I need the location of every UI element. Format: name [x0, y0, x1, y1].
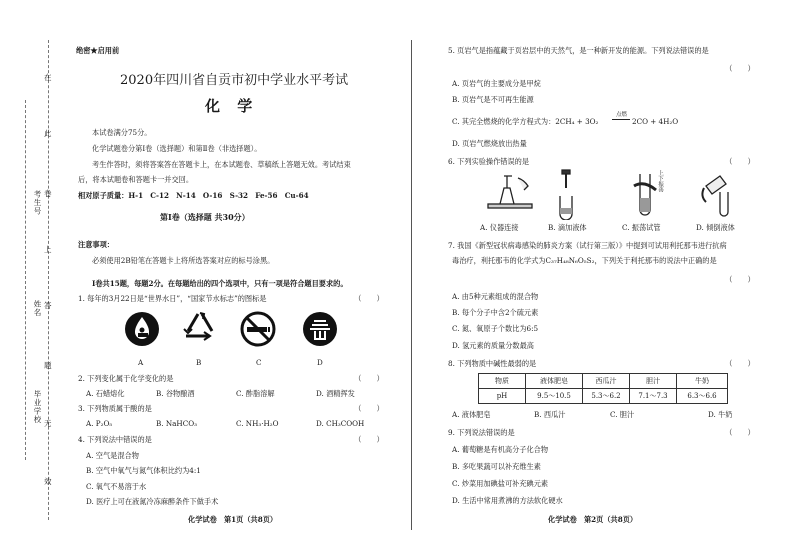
q3-option: A. P₂O₅: [86, 419, 113, 428]
cut-line-inner: [48, 40, 49, 520]
table-cell: 9.5～10.5: [526, 389, 583, 404]
table-row: [479, 389, 728, 404]
q4-stem: 4. 下列说法中错误的是: [78, 435, 152, 444]
table-cell: 物质: [479, 374, 526, 389]
q2-stem: 2. 下列变化属于化学变化的是: [78, 374, 174, 383]
q6-option: B. 滴加液体: [548, 223, 587, 232]
q3-option: D. CH₃COOH: [316, 419, 365, 428]
page-divider: [411, 40, 412, 530]
table-cell: 牛奶: [677, 374, 728, 389]
table-row: [479, 374, 728, 389]
table-cell: 胆汁: [630, 374, 677, 389]
reaction-condition: 点燃: [616, 112, 628, 118]
table-cell: 液体肥皂: [526, 374, 583, 389]
cut-line-outer: [25, 100, 26, 460]
graduate-school-label: 毕业学校: [33, 390, 42, 424]
cut-char: 题: [44, 361, 52, 370]
q5-stem: 5. 页岩气是指蕴藏于页岩层中的天然气，是一种新开发的能源。下列说法错误的是: [448, 46, 709, 55]
q9-option: D. 生活中常用煮沸的方法软化硬水: [452, 496, 563, 505]
table-cell: 7.1～7.3: [630, 389, 677, 404]
q4-option: C. 氧气不易溶于水: [86, 482, 147, 491]
instrument-connection-icon: [482, 170, 538, 222]
water-drop-hand-icon: [124, 311, 160, 351]
notice-text: 必须使用2B铅笔在答题卡上将所选答案对应的标号涂黑。: [92, 256, 275, 265]
dropper-icon: [546, 168, 586, 224]
q4-option: A. 空气是混合物: [86, 451, 139, 460]
q3-option: B. NaHCO₃: [156, 419, 197, 428]
answer-paren: （ ）: [354, 404, 384, 413]
q8-stem: 8. 下列物质中碱性最弱的是: [448, 359, 537, 368]
q7-option: A. 由5种元素组成的混合物: [452, 292, 539, 301]
answer-paren: （ ）: [725, 157, 755, 166]
q9-option: A. 葡萄糖是有机高分子化合物: [452, 445, 549, 454]
answer-paren: （ ）: [725, 275, 755, 284]
q6-option: D. 倾倒液体: [696, 223, 735, 232]
name-label: 姓名: [33, 300, 42, 317]
cut-char: 上: [44, 245, 52, 254]
q7-stem: 7. 我国《新型冠状病毒感染的肺炎方案（试行第三版）》中提到可试用利托那韦进行抗病: [448, 241, 727, 250]
answer-paren: （ ）: [354, 374, 384, 383]
q6-stem: 6. 下列实验操作错误的是: [448, 157, 530, 166]
answer-paren: （ ）: [354, 294, 384, 303]
table-cell: 5.3～6.2: [583, 389, 630, 404]
q9-option: C. 炒菜用加碘盐可补充碘元素: [452, 479, 549, 488]
q2-option: D. 酒精挥发: [316, 389, 355, 398]
q5-option: C. 其完全燃烧的化学方程式为：2CH₄ + 3O₂: [452, 117, 599, 126]
q8-option: C. 胆汁: [610, 410, 635, 419]
q8-option: B. 西瓜汁: [534, 410, 566, 419]
answer-paren: （ ）: [725, 64, 755, 73]
answer-paren: （ ）: [354, 435, 384, 444]
cut-char: 卷: [44, 189, 52, 198]
q5-option: B. 页岩气是不可再生能源: [452, 95, 534, 104]
reaction-product: 2CO + 4H₂O: [632, 117, 679, 126]
subject-title: 化 学: [205, 97, 259, 115]
part1-title: 第Ⅰ卷（选择题 共30分）: [160, 212, 250, 222]
q6-option: C. 振荡试管: [622, 223, 661, 232]
q3-stem: 3. 下列物质属于酸的是: [78, 404, 152, 413]
pour-liquid-icon: [696, 168, 740, 224]
q4-option: B. 空气中氧气与氮气体积比约为4:1: [86, 466, 201, 475]
recycling-icon: [178, 309, 218, 353]
q5-option: D. 页岩气燃烧放出热量: [452, 139, 527, 148]
q1-label-d: D: [317, 358, 323, 367]
table-cell: 西瓜汁: [583, 374, 630, 389]
q9-option: B. 多吃果蔬可以补充维生素: [452, 462, 541, 471]
ph-table: [478, 373, 728, 404]
secret-mark: 绝密★启用前: [76, 46, 120, 55]
reaction-arrow: [612, 119, 630, 120]
cut-char: 答: [44, 301, 52, 310]
cut-char: 无: [44, 419, 52, 428]
intro-line: 本试卷满分75分。: [92, 128, 152, 137]
q5-option: A. 页岩气的主要成分是甲烷: [452, 79, 541, 88]
cut-char: 此: [44, 129, 52, 138]
part1-desc: Ⅰ卷共15题，每题2分。在每题给出的四个选项中，只有一项是符合题目要求的。: [92, 279, 348, 288]
q7-stem: 毒治疗，利托那韦的化学式为C₃₇H₄₈N₆O₅S₂，下列关于利托那韦的说法中正确的是: [452, 256, 717, 265]
answer-paren: （ ）: [725, 359, 755, 368]
examinee-number-label: 考生号: [33, 190, 42, 216]
intro-line: 后，将本试题卷和答题卡一并交回。: [78, 175, 194, 184]
q9-stem: 9. 下列说法错误的是: [448, 428, 515, 437]
q6-option: A. 仪器连接: [480, 223, 519, 232]
q7-option: D. 氢元素的质量分数最高: [452, 341, 534, 350]
cut-char: 效: [44, 477, 52, 486]
no-smoking-icon: [240, 311, 276, 351]
table-cell: 6.3～6.6: [677, 389, 728, 404]
q7-option: B. 每个分子中含2个硫元素: [452, 308, 539, 317]
q2-option: C. 酢脂溶解: [236, 389, 275, 398]
table-cell: pH: [479, 389, 526, 404]
q1-stem: 1. 每年的3月22日是“世界水日”，“国家节水标志”的图标是: [78, 294, 267, 303]
toxic-icon: [302, 311, 338, 351]
notice-title: 注意事项：: [78, 240, 114, 249]
cut-char: 在: [44, 73, 52, 82]
q1-label-a: A: [138, 358, 144, 367]
answer-paren: （ ）: [725, 428, 755, 437]
q3-option: C. NH₃·H₂O: [236, 419, 279, 428]
shake-label: 上下振荡: [657, 170, 663, 192]
q2-option: B. 谷物酿酒: [156, 389, 195, 398]
exam-title: 2020年四川省自贡市初中学业水平考试: [120, 73, 349, 88]
intro-line: 化学试题卷分第Ⅰ卷（选择题）和第Ⅱ卷（非选择题）。: [92, 144, 262, 153]
page-1-footer: 化学试卷 第1页（共8页）: [188, 515, 278, 524]
intro-line: 考生作答时，须将答案答在答题卡上，在本试题卷、草稿纸上答题无效。考试结束: [92, 160, 351, 169]
atomic-masses: 相对原子质量：H-1 C-12 N-14 O-16 S-32 Fe-56 Cu-64: [78, 191, 309, 200]
q4-option: D. 医疗上可在液氮冷冻麻醉条件下做手术: [86, 497, 219, 506]
q8-option: A. 液体肥皂: [452, 410, 491, 419]
q7-option: C. 氮、氧原子个数比为6:5: [452, 324, 539, 333]
page-2-footer: 化学试卷 第2页（共8页）: [548, 515, 638, 524]
q8-option: D. 牛奶: [708, 410, 733, 419]
q1-label-b: B: [196, 358, 202, 367]
q2-option: A. 石蜡熔化: [86, 389, 125, 398]
q1-label-c: C: [256, 358, 262, 367]
